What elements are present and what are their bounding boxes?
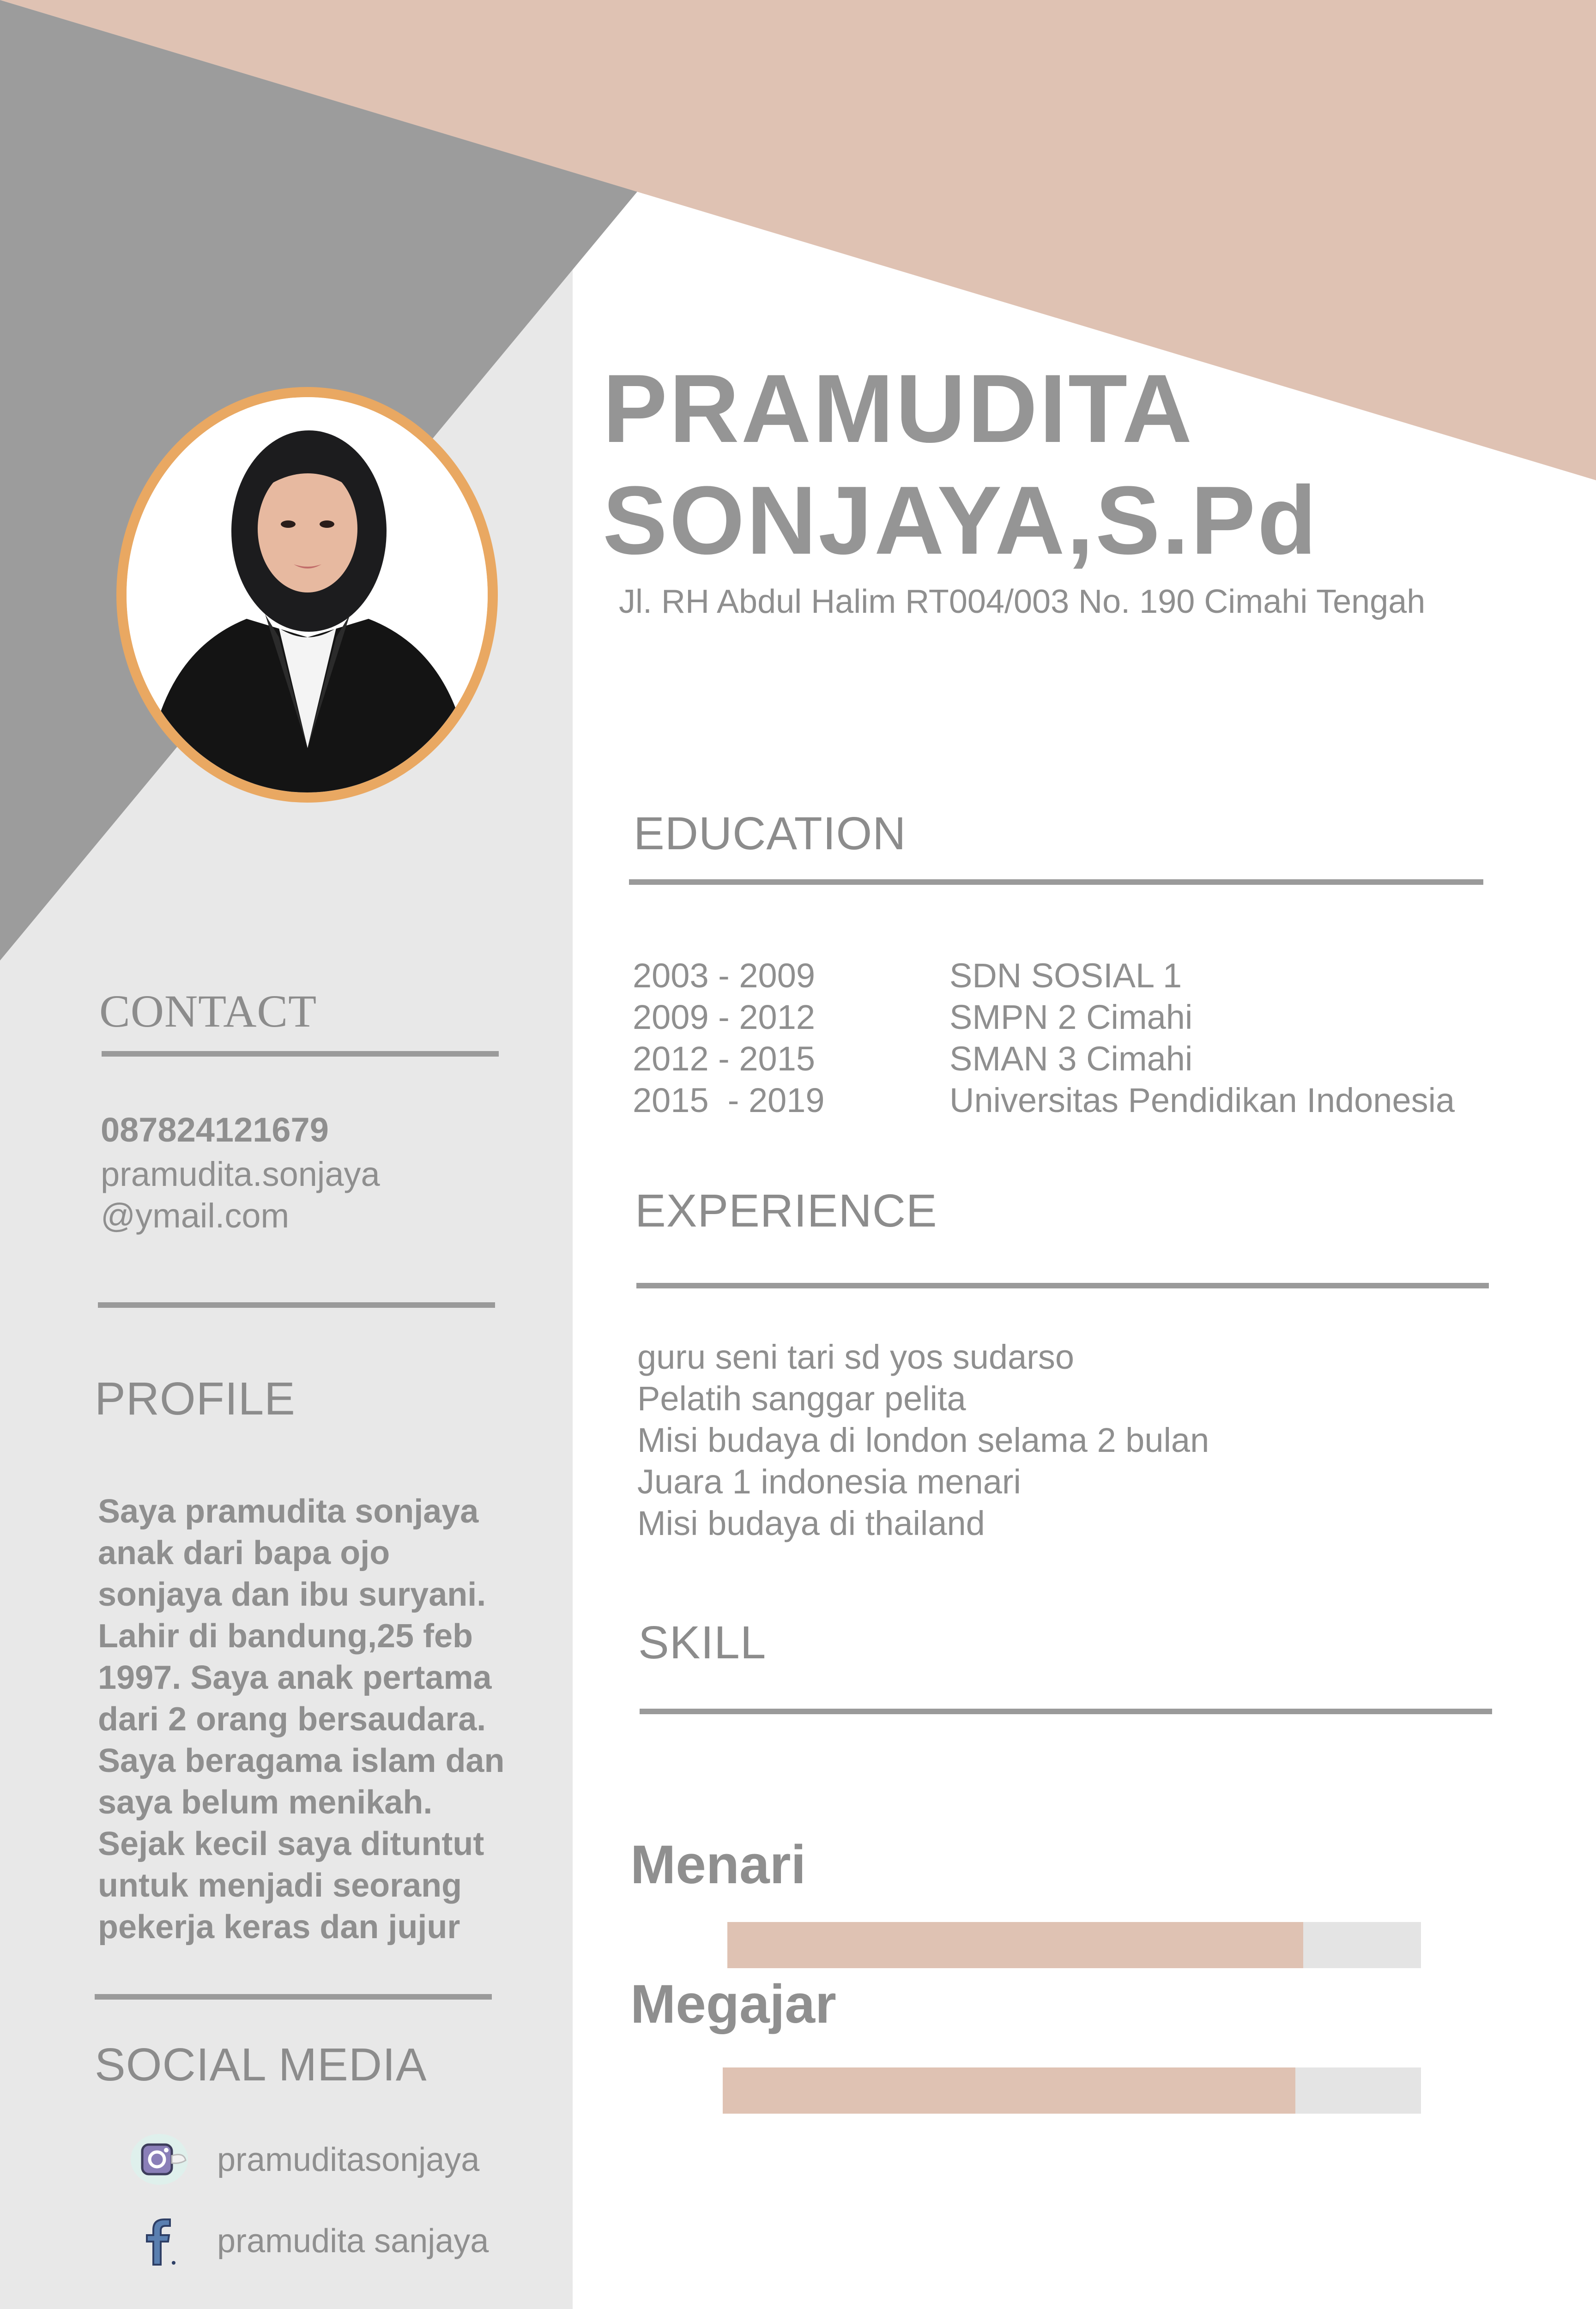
- name-line-1: PRAMUDITA: [603, 354, 1194, 463]
- person-portrait-icon: [127, 397, 488, 792]
- education-years: 2003 - 2009: [633, 956, 816, 995]
- education-divider: [629, 879, 1483, 885]
- contact-bottom-divider: [98, 1302, 495, 1308]
- contact-title: CONTACT: [99, 985, 317, 1037]
- social-media-title: SOCIAL MEDIA: [95, 2039, 427, 2091]
- facebook-handle: pramudita sanjaya: [217, 2223, 489, 2260]
- social-item-instagram[interactable]: [129, 2132, 545, 2187]
- experience-item: guru seni tari sd yos sudarso: [637, 1338, 1075, 1376]
- experience-item: Pelatih sanggar pelita: [637, 1379, 966, 1418]
- profile-divider: [95, 1994, 492, 2000]
- email-line-1: pramudita.sonjaya: [101, 1155, 380, 1193]
- education-school: SMAN 3 Cimahi: [949, 1040, 1193, 1078]
- profile-line: dari 2 orang bersaudara.: [98, 1701, 486, 1738]
- experience-item: Juara 1 indonesia menari: [637, 1463, 1021, 1501]
- education-school: Universitas Pendidikan Indonesia: [949, 1081, 1455, 1119]
- email-line-2: @ymail.com: [101, 1197, 290, 1235]
- profile-line: Saya beragama islam dan: [98, 1742, 505, 1779]
- name-line-2: SONJAYA,S.Pd: [603, 466, 1318, 574]
- social-item-facebook[interactable]: [129, 2213, 545, 2268]
- education-years: 2015 - 2019: [633, 1081, 825, 1119]
- profile-title: PROFILE: [95, 1373, 296, 1425]
- profile-line: saya belum menikah.: [98, 1784, 433, 1821]
- profile-line: 1997. Saya anak pertama: [98, 1659, 492, 1696]
- education-school: SDN SOSIAL 1: [949, 956, 1182, 995]
- profile-line: untuk menjadi seorang: [98, 1867, 462, 1904]
- instagram-icon: [129, 2132, 189, 2187]
- experience-title: EXPERIENCE: [635, 1185, 937, 1237]
- profile-line: Sejak kecil saya dituntut: [98, 1825, 484, 1862]
- education-title: EDUCATION: [634, 808, 907, 859]
- skill-bar-fill: [723, 2067, 1295, 2114]
- profile-photo-ring: [116, 387, 498, 803]
- instagram-handle: pramuditasonjaya: [217, 2141, 480, 2178]
- skill-label: Megajar: [630, 1974, 836, 2035]
- phone-number: 087824121679: [101, 1111, 329, 1149]
- profile-photo: [127, 397, 488, 792]
- profile-line: sonjaya dan ibu suryani.: [98, 1576, 486, 1613]
- education-school: SMPN 2 Cimahi: [949, 998, 1193, 1036]
- profile-text: [98, 1491, 541, 1948]
- skill-label: Menari: [630, 1834, 806, 1895]
- profile-line: Lahir di bandung,25 feb: [98, 1618, 473, 1655]
- contact-divider: [102, 1051, 499, 1057]
- facebook-icon: [129, 2213, 189, 2268]
- address: Jl. RH Abdul Halim RT004/003 No. 190 Cimahi Tengah: [619, 583, 1426, 620]
- skill-divider: [640, 1709, 1492, 1714]
- skill-bar-track: [727, 1922, 1421, 1968]
- skill-bar-track: [723, 2067, 1421, 2114]
- profile-line: anak dari bapa ojo: [98, 1535, 390, 1572]
- skill-bar-fill: [727, 1922, 1303, 1968]
- profile-line: Saya pramudita sonjaya: [98, 1493, 479, 1530]
- education-years: 2012 - 2015: [633, 1040, 816, 1078]
- experience-item: Misi budaya di thailand: [637, 1504, 985, 1542]
- experience-divider: [636, 1283, 1489, 1288]
- education-years: 2009 - 2012: [633, 998, 816, 1036]
- skill-title: SKILL: [638, 1617, 767, 1668]
- experience-item: Misi budaya di london selama 2 bulan: [637, 1421, 1209, 1459]
- profile-line: pekerja keras dan jujur: [98, 1909, 460, 1946]
